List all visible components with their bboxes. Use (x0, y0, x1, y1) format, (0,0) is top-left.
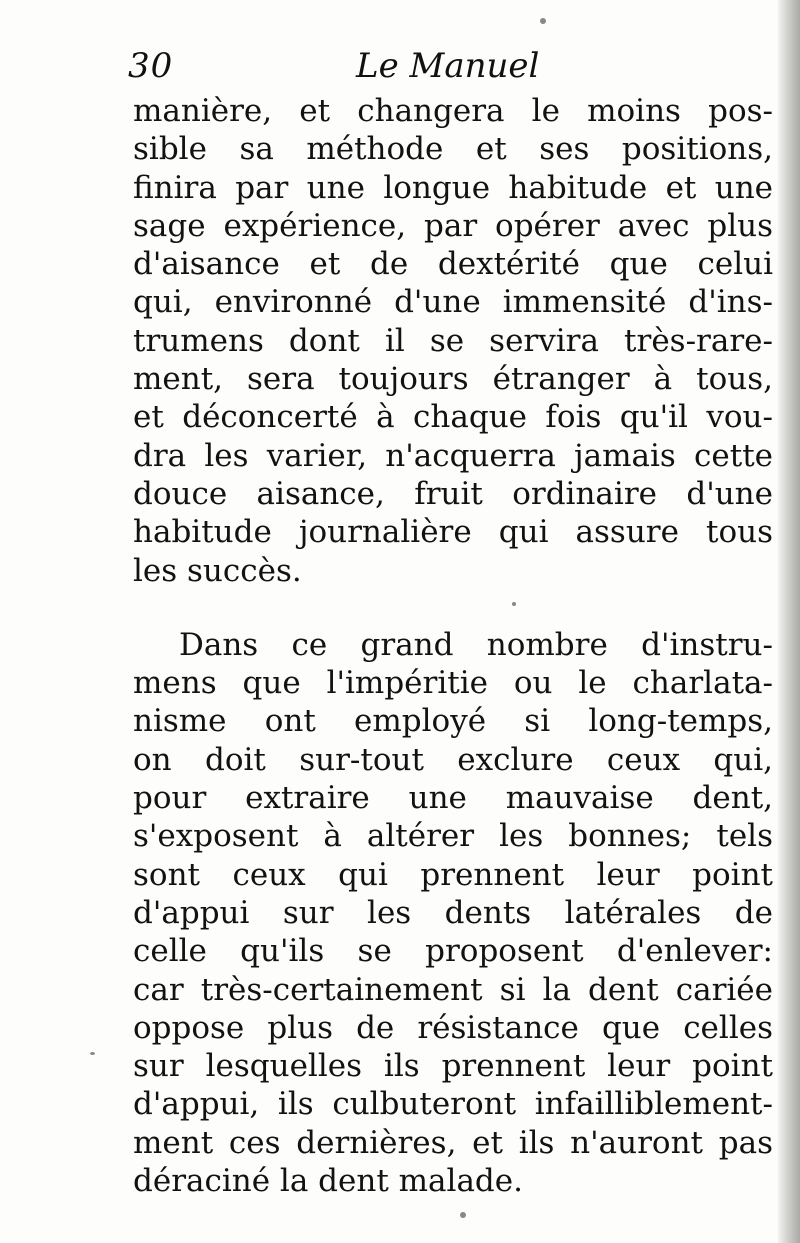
text-line: pour extraire une mauvaise dent, (133, 780, 773, 817)
text-line: on doit sur-tout exclure ceux qui, (133, 741, 773, 778)
text-line: ment ces dernières, et ils n'auront pas (133, 1124, 773, 1161)
text-line: sur lesquelles ils prennent leur point (133, 1048, 773, 1085)
text-line: habitude journalière qui assure tous (133, 514, 773, 551)
text-line: sage expérience, par opérer avec plus (133, 207, 773, 244)
page-edge-shadow (778, 0, 800, 1243)
text-line: douce aisance, fruit ordinaire d'une (133, 475, 773, 512)
text-line: d'appui, ils culbuteront infailliblement- (133, 1086, 773, 1123)
text-line: les succès. (133, 552, 302, 589)
text-line: dra les varier, n'acquerra jamais cette (133, 437, 773, 474)
text-line: qui, environné d'une immensité d'ins- (133, 284, 773, 321)
text-line: car très-certainement si la dent cariée (133, 971, 773, 1008)
text-line: mens que l'impéritie ou le charlata- (133, 665, 773, 702)
text-line: Dans ce grand nombre d'instru- (179, 626, 773, 663)
text-line: ment, sera toujours étranger à tous, (133, 361, 773, 398)
scan-speck (90, 1052, 95, 1055)
text-line: et déconcerté à chaque fois qu'il vou- (133, 399, 773, 436)
scan-speck (460, 1212, 466, 1218)
text-line: finira par une longue habitude et une (133, 169, 773, 206)
text-line: oppose plus de résistance que celles (133, 1009, 773, 1046)
text-line: trumens dont il se servira très-rare- (133, 322, 773, 359)
text-line: s'exposent à altérer les bonnes; tels (133, 818, 773, 855)
text-line: nisme ont employé si long-temps, (133, 703, 773, 740)
paragraph-break (133, 590, 773, 626)
running-title: Le Manuel (356, 46, 540, 86)
page-number: 30 (128, 46, 174, 86)
page-header (128, 40, 768, 100)
text-line: d'appui sur les dents latérales de (133, 894, 773, 931)
text-line: déraciné la dent malade. (133, 1163, 523, 1200)
text-line: d'aisance et de dextérité que celui (133, 246, 773, 283)
body-text (133, 92, 773, 1200)
text-line: sont ceux qui prennent leur point (133, 856, 773, 893)
scan-speck (512, 602, 516, 606)
text-line: sible sa méthode et ses positions, (133, 131, 773, 168)
text-line: manière, et changera le moins pos- (133, 93, 773, 129)
text-line: celle qu'ils se proposent d'enlever: (133, 933, 773, 970)
scan-speck (540, 18, 546, 24)
